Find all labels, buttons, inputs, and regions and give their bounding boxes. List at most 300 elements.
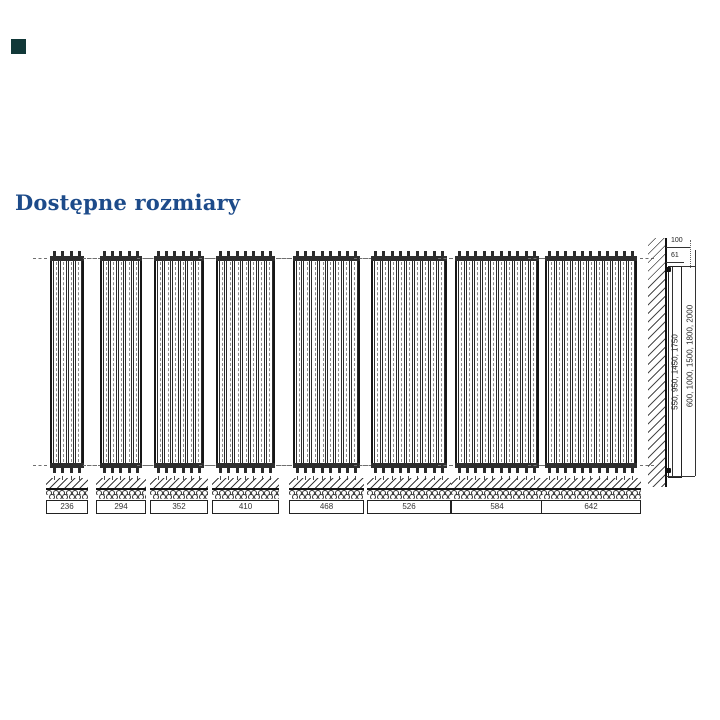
tube — [414, 261, 421, 463]
tube-profile-circle — [377, 494, 383, 499]
connection-plug — [227, 468, 230, 473]
tube — [234, 261, 241, 463]
wall-offset-dim: 100 — [671, 237, 683, 244]
wall-hatch — [648, 238, 667, 487]
connection-plug — [382, 468, 385, 473]
tube — [498, 261, 505, 463]
tube — [133, 261, 140, 463]
tube-profile-circle — [166, 494, 172, 499]
tube — [125, 261, 132, 463]
tube-profile-circle — [519, 494, 525, 499]
connection-plug — [474, 468, 477, 473]
header-bottom — [455, 463, 539, 468]
tube-profile-circle — [616, 494, 622, 499]
tube-centerline — [393, 262, 394, 462]
tube-profile-circle — [267, 494, 273, 499]
connection-plug — [564, 468, 567, 473]
radiator-front-view — [545, 251, 637, 481]
tube-profile-circle — [544, 494, 550, 499]
connection-plug — [329, 468, 332, 473]
connection-plug — [433, 468, 436, 473]
connection-plug — [269, 468, 272, 473]
tube-bank — [371, 261, 447, 463]
connection-plug — [354, 468, 357, 473]
tube — [438, 261, 445, 463]
header-bottom — [100, 463, 142, 468]
tube-centerline — [501, 262, 502, 462]
centerline-left — [33, 465, 47, 466]
connection-plug — [458, 468, 461, 473]
radiator-section-view — [451, 478, 543, 514]
inner-heights-dim: 550, 950, 1450, 1750 — [670, 334, 680, 410]
tube-profile-circle — [56, 494, 62, 499]
tube-centerline — [121, 262, 122, 462]
tube-profile-circle — [344, 494, 350, 499]
tube — [351, 261, 358, 463]
tube-profile-circle — [205, 494, 208, 499]
width-dimension: 526 — [367, 500, 451, 514]
tube-profile-circle — [125, 494, 131, 499]
tube-centerline — [136, 262, 137, 462]
connection-plug — [136, 468, 139, 473]
radiator-front-view — [154, 251, 204, 481]
centerline-left — [137, 258, 151, 259]
tube-centerline — [599, 262, 600, 462]
tube-profile-circle — [351, 494, 357, 499]
centerline-left — [438, 258, 452, 259]
tube-centerline — [631, 262, 632, 462]
centerline-left — [354, 258, 368, 259]
connection-plug — [119, 468, 122, 473]
tube-centerline — [63, 262, 64, 462]
width-dimension: 642 — [541, 500, 641, 514]
wall-hatching — [451, 478, 543, 490]
tube-profile-circle — [422, 494, 428, 499]
tube-profile-circle — [480, 494, 486, 499]
bottom-extension-line — [666, 476, 695, 477]
tube-profile-circle — [629, 494, 635, 499]
tube-centerline — [307, 262, 308, 462]
tube-centerline — [299, 262, 300, 462]
mount-bracket-bottom — [666, 468, 671, 473]
tube-centerline — [175, 262, 176, 462]
wall-hatching — [367, 478, 451, 490]
connection-plug — [516, 468, 519, 473]
tube-profile-circle — [403, 494, 409, 499]
tube-bank — [154, 261, 204, 463]
tube-centerline — [377, 262, 378, 462]
tube-profile-circle — [312, 494, 318, 499]
page-title: Dostępne rozmiary — [15, 190, 241, 215]
tube-centerline — [330, 262, 331, 462]
tube — [258, 261, 265, 463]
connection-plug — [533, 468, 536, 473]
header-bottom — [154, 463, 204, 468]
tube-centerline — [551, 262, 552, 462]
centerline-left — [199, 465, 213, 466]
tube-profile-row — [370, 494, 451, 499]
tube-profile-circle — [474, 494, 480, 499]
connection-plug — [525, 468, 528, 473]
connection-plugs-bottom — [455, 468, 539, 473]
tube — [75, 261, 82, 463]
header-bottom — [545, 463, 637, 468]
width-dimension: 352 — [150, 500, 208, 514]
tube-profile-circle — [331, 494, 337, 499]
tube-centerline — [425, 262, 426, 462]
connection-plugs-bottom — [371, 468, 447, 473]
tube-profile-circle — [325, 494, 331, 499]
tube-profile-circle — [153, 494, 159, 499]
centerline-left — [276, 465, 290, 466]
radiator-front-view — [50, 251, 84, 481]
radiator-front-view — [293, 251, 360, 481]
tube-profile-row — [292, 494, 364, 499]
tube — [530, 261, 537, 463]
connection-plug — [623, 468, 626, 473]
header-bottom — [371, 463, 447, 468]
tube-centerline — [559, 262, 560, 462]
tube — [374, 261, 381, 463]
leader-dotted-line — [690, 240, 691, 268]
tube — [53, 261, 60, 463]
tube-centerline — [567, 262, 568, 462]
tube-profile-circle — [145, 494, 147, 499]
connection-plug — [61, 468, 64, 473]
tube-profile-circle — [119, 494, 125, 499]
tube-profile-circle — [603, 494, 609, 499]
tube-centerline — [71, 262, 72, 462]
tube-profile-circle — [590, 494, 596, 499]
tube-profile-circle — [429, 494, 435, 499]
wall-hatching — [46, 478, 88, 490]
tube — [596, 261, 603, 463]
radiator-front-view — [371, 251, 447, 481]
connection-plug — [589, 468, 592, 473]
tube — [242, 261, 249, 463]
tube-profile-circle — [228, 494, 234, 499]
tube — [572, 261, 579, 463]
connection-plug — [631, 468, 634, 473]
connection-plugs-bottom — [293, 468, 360, 473]
tube — [564, 261, 571, 463]
centerline-left — [438, 465, 452, 466]
tube — [522, 261, 529, 463]
tube-profile-row — [544, 494, 641, 499]
centerline-left — [354, 465, 368, 466]
wall-hatching — [541, 478, 641, 490]
centerline-left — [137, 465, 151, 466]
radiator-section-view — [289, 478, 364, 514]
tube — [620, 261, 627, 463]
wall-offset-underline — [666, 247, 691, 248]
tube-centerline — [401, 262, 402, 462]
tube-profile-circle — [112, 494, 118, 499]
tube-profile-row — [454, 494, 543, 499]
wall-hatching — [150, 478, 208, 490]
wall-hatching — [289, 478, 364, 490]
tube — [628, 261, 635, 463]
radiator-section-view — [212, 478, 279, 514]
tube — [110, 261, 117, 463]
tube — [458, 261, 465, 463]
width-dimension: 468 — [289, 500, 364, 514]
tube-profile-circle — [62, 494, 68, 499]
connection-plug — [424, 468, 427, 473]
connection-plug — [399, 468, 402, 473]
tube-centerline — [354, 262, 355, 462]
tube — [612, 261, 619, 463]
tube-centerline — [238, 262, 239, 462]
tube-profile-circle — [160, 494, 166, 499]
tube-profile-circle — [235, 494, 241, 499]
connection-plug — [573, 468, 576, 473]
tube-bank — [455, 261, 539, 463]
tube-centerline — [509, 262, 510, 462]
tube-profile-circle — [138, 494, 144, 499]
connection-plugs-bottom — [50, 468, 84, 473]
connection-plug — [441, 468, 444, 473]
tube-bank — [216, 261, 275, 463]
tube-centerline — [183, 262, 184, 462]
width-dimension: 294 — [96, 500, 146, 514]
tube-centerline — [433, 262, 434, 462]
tube — [548, 261, 555, 463]
tube-bank — [50, 261, 84, 463]
depth-dim: 61 — [671, 252, 679, 259]
tube — [296, 261, 303, 463]
header-bottom — [50, 463, 84, 468]
tube-centerline — [222, 262, 223, 462]
tube-profile-circle — [222, 494, 228, 499]
tube — [164, 261, 171, 463]
connection-plug — [252, 468, 255, 473]
tube-profile-circle — [622, 494, 628, 499]
tube — [226, 261, 233, 463]
connection-plugs-bottom — [216, 468, 275, 473]
radiator-front-view — [100, 251, 142, 481]
connection-plug — [500, 468, 503, 473]
tube-centerline — [485, 262, 486, 462]
top-extension-line — [681, 266, 695, 267]
tube-profile-circle — [338, 494, 344, 499]
tube-bank — [293, 261, 360, 463]
connection-plug — [78, 468, 81, 473]
radiator-section-view — [541, 478, 641, 514]
header-bottom — [216, 463, 275, 468]
depth-underline — [666, 262, 684, 263]
connection-plug — [165, 468, 168, 473]
wall-hatching — [96, 478, 146, 490]
connection-plug — [483, 468, 486, 473]
connection-plug — [391, 468, 394, 473]
tube-profile-circle — [396, 494, 402, 499]
tube — [482, 261, 489, 463]
connection-plug — [312, 468, 315, 473]
tube — [335, 261, 342, 463]
centerline-left — [83, 258, 97, 259]
connection-plug — [53, 468, 56, 473]
tube-profile-circle — [199, 494, 205, 499]
tube-profile-circle — [493, 494, 499, 499]
tube-centerline — [525, 262, 526, 462]
tube-profile-circle — [82, 494, 88, 499]
tube-profile-circle — [532, 494, 538, 499]
centerline-left — [33, 258, 47, 259]
tube-profile-circle — [409, 494, 415, 499]
tube-profile-circle — [513, 494, 519, 499]
tube-profile-circle — [383, 494, 389, 499]
tube-profile-circle — [357, 494, 363, 499]
tube-profile-circle — [299, 494, 305, 499]
tube — [195, 261, 202, 463]
tube-centerline — [623, 262, 624, 462]
corner-marker — [11, 39, 26, 54]
tube-profile-row — [99, 494, 146, 499]
tube — [219, 261, 226, 463]
tube-profile-circle — [370, 494, 376, 499]
tube-profile-circle — [454, 494, 460, 499]
tube — [588, 261, 595, 463]
connection-plug — [190, 468, 193, 473]
tube — [430, 261, 437, 463]
tube-profile-circle — [274, 494, 280, 499]
centerline-left — [528, 258, 542, 259]
tube-centerline — [346, 262, 347, 462]
tube-centerline — [517, 262, 518, 462]
tube-centerline — [493, 262, 494, 462]
tube — [490, 261, 497, 463]
tube-profile-circle — [526, 494, 532, 499]
connection-plug — [244, 468, 247, 473]
tube-centerline — [323, 262, 324, 462]
tube-centerline — [533, 262, 534, 462]
tube-centerline — [253, 262, 254, 462]
tube — [556, 261, 563, 463]
tube-profile-circle — [261, 494, 267, 499]
tube-profile-circle — [132, 494, 138, 499]
radiator-section-view — [46, 478, 88, 514]
connection-plug — [556, 468, 559, 473]
tube-centerline — [441, 262, 442, 462]
tube — [311, 261, 318, 463]
tube-profile-circle — [467, 494, 473, 499]
connection-plug — [548, 468, 551, 473]
tube-centerline — [129, 262, 130, 462]
connection-plug — [296, 468, 299, 473]
connection-plug — [103, 468, 106, 473]
tube-bank — [545, 261, 637, 463]
tube-centerline — [246, 262, 247, 462]
connection-plug — [198, 468, 201, 473]
tube — [180, 261, 187, 463]
connection-plugs-bottom — [545, 468, 637, 473]
connection-plug — [338, 468, 341, 473]
tube-centerline — [615, 262, 616, 462]
connection-plug — [321, 468, 324, 473]
tube-profile-circle — [49, 494, 55, 499]
connection-plug — [606, 468, 609, 473]
tube-centerline — [160, 262, 161, 462]
tube-profile-circle — [570, 494, 576, 499]
tube — [118, 261, 125, 463]
tube-centerline — [230, 262, 231, 462]
tube-profile-circle — [487, 494, 493, 499]
tube-centerline — [385, 262, 386, 462]
tube-profile-circle — [500, 494, 506, 499]
connection-plug — [261, 468, 264, 473]
centerline-left — [83, 465, 97, 466]
connection-plug — [416, 468, 419, 473]
tube-centerline — [106, 262, 107, 462]
tube-centerline — [461, 262, 462, 462]
tube-profile-circle — [564, 494, 570, 499]
centerline-left — [199, 258, 213, 259]
outer-dimension-line — [695, 250, 696, 476]
tube — [250, 261, 257, 463]
tube-profile-circle — [106, 494, 112, 499]
tube-profile-circle — [577, 494, 583, 499]
tube-profile-circle — [551, 494, 557, 499]
tube-profile-circle — [292, 494, 298, 499]
tube — [382, 261, 389, 463]
tube — [327, 261, 334, 463]
radiator-front-view — [455, 251, 539, 481]
tube-profile-circle — [416, 494, 422, 499]
tube — [506, 261, 513, 463]
tube-profile-circle — [248, 494, 254, 499]
connection-plug — [304, 468, 307, 473]
tube — [466, 261, 473, 463]
tube — [580, 261, 587, 463]
radiator-section-view — [367, 478, 451, 514]
tube-profile-circle — [435, 494, 441, 499]
tube-profile-circle — [99, 494, 105, 499]
tube-centerline — [417, 262, 418, 462]
connection-plug — [466, 468, 469, 473]
tube — [319, 261, 326, 463]
tube-profile-circle — [254, 494, 260, 499]
width-dimension: 236 — [46, 500, 88, 514]
tube-profile-circle — [596, 494, 602, 499]
tube-centerline — [198, 262, 199, 462]
tube-profile-circle — [583, 494, 589, 499]
tube — [422, 261, 429, 463]
radiator-section-view — [150, 478, 208, 514]
connection-plug — [128, 468, 131, 473]
tube-centerline — [56, 262, 57, 462]
tube — [172, 261, 179, 463]
connection-plug — [173, 468, 176, 473]
tube-profile-circle — [506, 494, 512, 499]
width-dimension: 584 — [451, 500, 543, 514]
connection-plug — [407, 468, 410, 473]
connection-plug — [508, 468, 511, 473]
tube — [398, 261, 405, 463]
connection-plug — [374, 468, 377, 473]
tube-centerline — [607, 262, 608, 462]
tube-bank — [100, 261, 142, 463]
tube-profile-circle — [192, 494, 198, 499]
tube-profile-row — [153, 494, 208, 499]
tube — [103, 261, 110, 463]
tube-profile-circle — [173, 494, 179, 499]
connection-plug — [581, 468, 584, 473]
tube-centerline — [78, 262, 79, 462]
mount-bracket-top — [666, 267, 671, 272]
tube-profile-circle — [442, 494, 448, 499]
connection-plug — [236, 468, 239, 473]
